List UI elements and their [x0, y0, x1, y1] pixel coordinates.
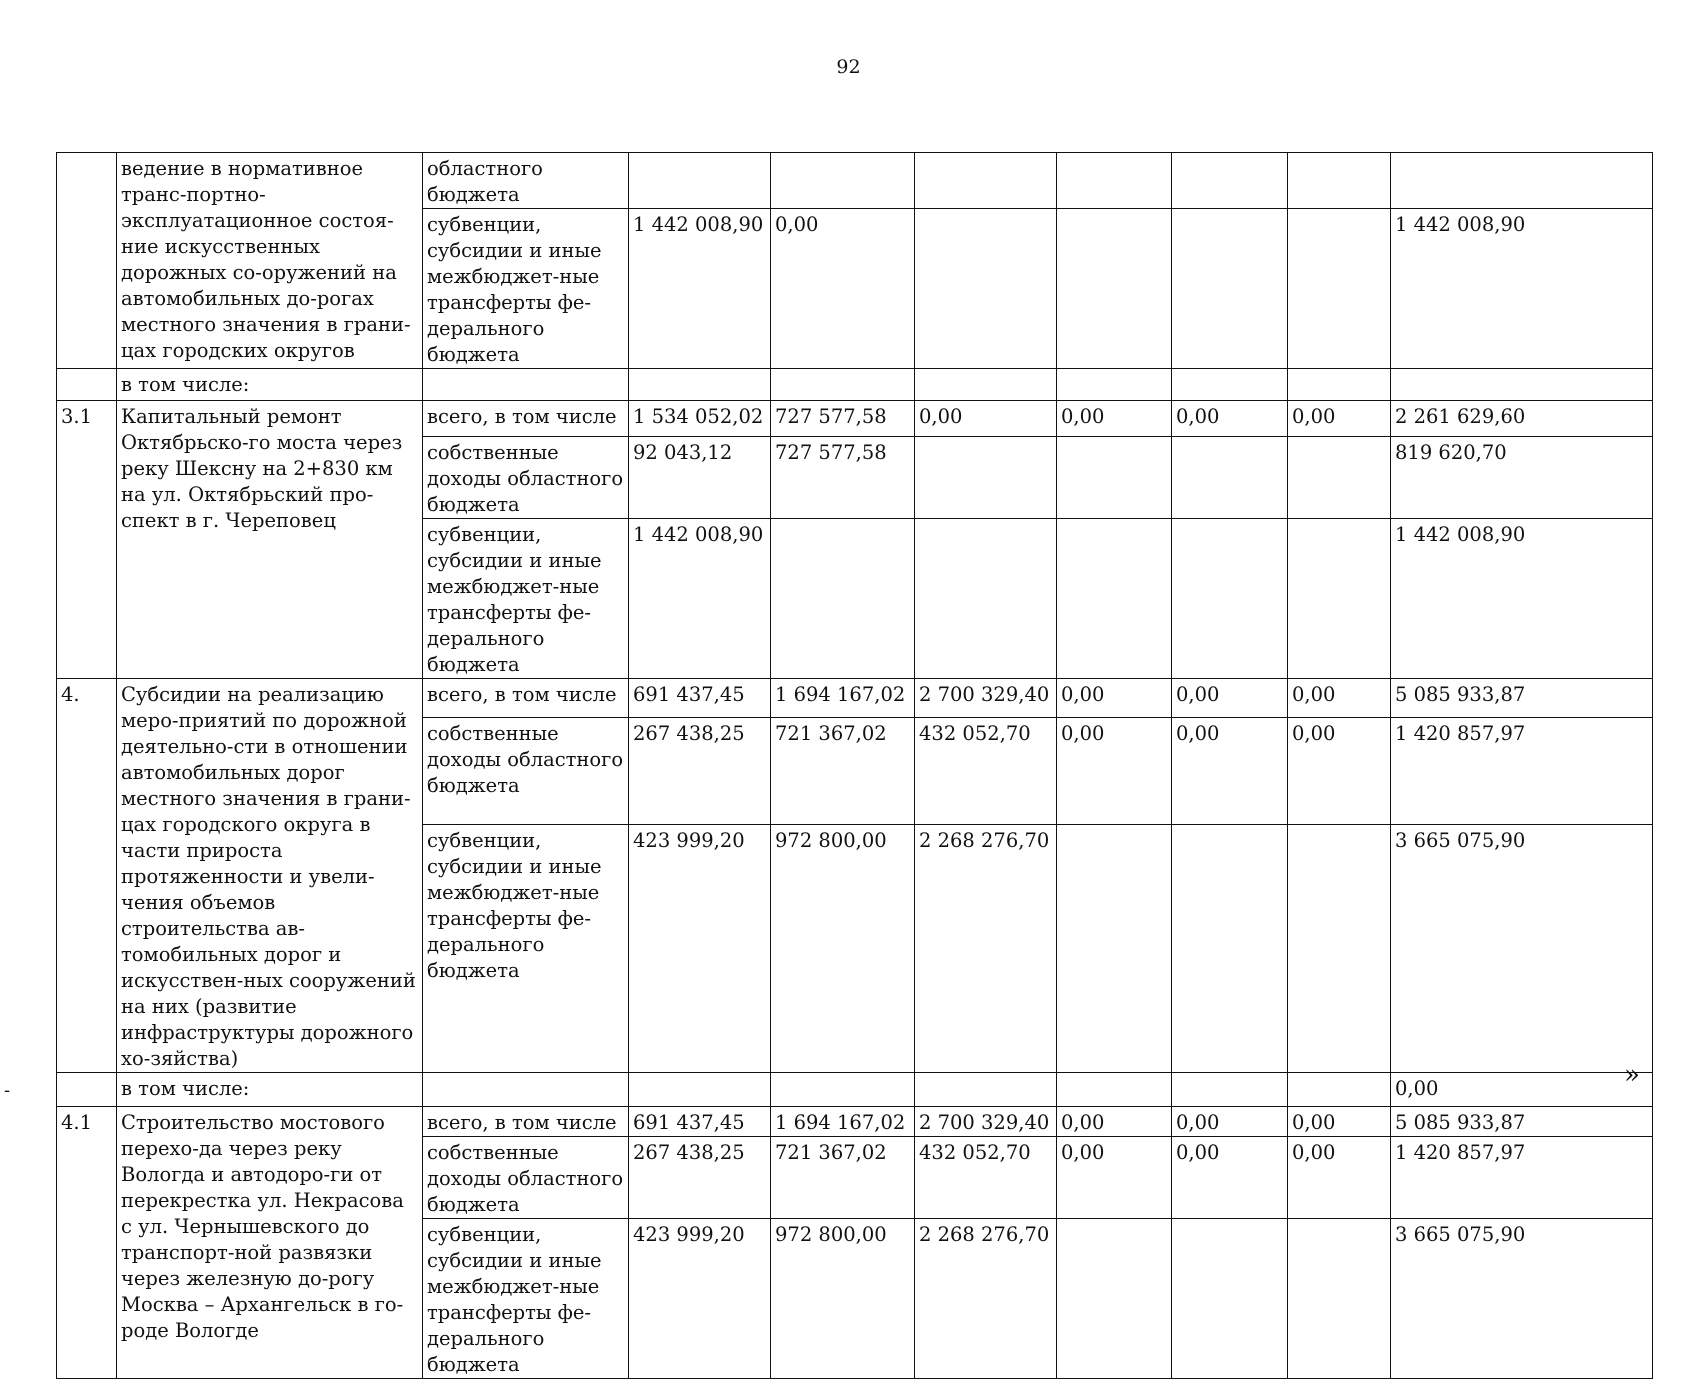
funding-source: собственные доходы областного бюджета	[423, 1137, 629, 1219]
item-name: Капитальный ремонт Октябрьско-го моста через реку Шексну на 2+830 км на ул. Октябрьский про-спект в г. Череповец	[117, 401, 423, 679]
year-amount	[1172, 437, 1288, 519]
total-amount	[1391, 369, 1653, 401]
budget-table-body	[57, 153, 1653, 1379]
year-amount: 0,00	[1288, 718, 1391, 825]
total-amount: 3 665 075,90	[1391, 1219, 1653, 1379]
funding-source: областного бюджета	[423, 153, 629, 209]
year-amount	[1288, 437, 1391, 519]
year-amount: 0,00	[1172, 1107, 1288, 1137]
year-amount: 0,00	[1172, 718, 1288, 825]
year-amount: 0,00	[1288, 1137, 1391, 1219]
year-amount	[1057, 1219, 1172, 1379]
year-amount: 0,00	[1288, 1107, 1391, 1137]
item-number: 4.	[57, 679, 117, 1073]
year-amount: 2 268 276,70	[915, 1219, 1057, 1379]
year-amount: 423 999,20	[629, 825, 771, 1073]
page-number: 92	[836, 56, 861, 78]
total-amount: 1 442 008,90	[1391, 519, 1653, 679]
total-amount	[1391, 153, 1653, 209]
total-amount: 1 420 857,97	[1391, 718, 1653, 825]
total-amount: 819 620,70	[1391, 437, 1653, 519]
year-amount: 267 438,25	[629, 718, 771, 825]
year-amount: 0,00	[1057, 1137, 1172, 1219]
total-amount: 5 085 933,87	[1391, 679, 1653, 718]
table-row	[57, 679, 1653, 718]
margin-mark: -	[4, 1080, 11, 1101]
funding-source: субвенции, субсидии и иные межбюджет-ные трансферты фе-дерального бюджета	[423, 209, 629, 369]
year-amount: 1 534 052,02	[629, 401, 771, 437]
year-amount	[1172, 825, 1288, 1073]
year-amount: 0,00	[1288, 401, 1391, 437]
year-amount: 1 694 167,02	[771, 1107, 915, 1137]
funding-source: всего, в том числе	[423, 679, 629, 718]
budget-table	[56, 152, 1653, 1379]
item-number: 3.1	[57, 401, 117, 679]
year-amount: 1 442 008,90	[629, 209, 771, 369]
item-name: ведение в нормативное транс-портно-эксплуатационное состоя-ние искусственных дорожных со-оружений на автомобильных до-рогах местного значения в грани-цах городских округов	[117, 153, 423, 369]
year-amount	[1172, 1073, 1288, 1107]
year-amount: 972 800,00	[771, 1219, 915, 1379]
item-name: Субсидии на реализацию меро-приятий по дорожной деятельно-сти в отношении автомобильных дорог местного значения в грани-цах городского округа в части прироста протяженности и увели-чения объемов строительства ав-томобильных дорог и искусствен-ных сооружений на них (развитие инфраструктуры дорожного хо-зяйства)	[117, 679, 423, 1073]
year-amount	[1057, 519, 1172, 679]
year-amount: 0,00	[1057, 1107, 1172, 1137]
year-amount	[771, 153, 915, 209]
year-amount: 0,00	[1172, 401, 1288, 437]
year-amount: 0,00	[1172, 1137, 1288, 1219]
year-amount: 2 700 329,40	[915, 1107, 1057, 1137]
funding-source: собственные доходы областного бюджета	[423, 718, 629, 825]
funding-source: субвенции, субсидии и иные межбюджет-ные трансферты фе-дерального бюджета	[423, 1219, 629, 1379]
year-amount: 972 800,00	[771, 825, 915, 1073]
item-number: 4.1	[57, 1107, 117, 1379]
year-amount	[1172, 153, 1288, 209]
year-amount	[915, 209, 1057, 369]
item-number	[57, 153, 117, 369]
funding-source: всего, в том числе	[423, 401, 629, 437]
table-row	[57, 153, 1653, 209]
funding-source: собственные доходы областного бюджета	[423, 437, 629, 519]
year-amount: 92 043,12	[629, 437, 771, 519]
item-name: в том числе:	[117, 369, 423, 401]
item-name: в том числе:	[117, 1073, 423, 1107]
total-amount: 3 665 075,90	[1391, 825, 1653, 1073]
funding-source	[423, 369, 629, 401]
year-amount: 2 268 276,70	[915, 825, 1057, 1073]
total-amount: 5 085 933,87	[1391, 1107, 1653, 1137]
year-amount	[1288, 209, 1391, 369]
year-amount	[1057, 1073, 1172, 1107]
year-amount	[1172, 1219, 1288, 1379]
year-amount: 267 438,25	[629, 1137, 771, 1219]
year-amount: 0,00	[915, 401, 1057, 437]
table-row	[57, 1073, 1653, 1107]
year-amount: 432 052,70	[915, 1137, 1057, 1219]
year-amount: 0,00	[1057, 401, 1172, 437]
year-amount	[1172, 209, 1288, 369]
year-amount: 691 437,45	[629, 679, 771, 718]
year-amount	[915, 1073, 1057, 1107]
total-amount: 0,00	[1391, 1073, 1653, 1107]
year-amount: 0,00	[771, 209, 915, 369]
year-amount: 0,00	[1288, 679, 1391, 718]
year-amount	[1288, 1073, 1391, 1107]
year-amount: 2 700 329,40	[915, 679, 1057, 718]
year-amount	[915, 369, 1057, 401]
year-amount: 432 052,70	[915, 718, 1057, 825]
total-amount: 1 420 857,97	[1391, 1137, 1653, 1219]
year-amount	[771, 369, 915, 401]
year-amount	[1057, 825, 1172, 1073]
item-number	[57, 369, 117, 401]
year-amount: 727 577,58	[771, 437, 915, 519]
closing-quote-mark: »	[1624, 1060, 1640, 1090]
year-amount	[771, 519, 915, 679]
item-number	[57, 1073, 117, 1107]
total-amount: 2 261 629,60	[1391, 401, 1653, 437]
year-amount	[1288, 1219, 1391, 1379]
year-amount	[915, 153, 1057, 209]
year-amount	[629, 153, 771, 209]
year-amount: 1 442 008,90	[629, 519, 771, 679]
funding-source: всего, в том числе	[423, 1107, 629, 1137]
total-amount: 1 442 008,90	[1391, 209, 1653, 369]
year-amount: 721 367,02	[771, 718, 915, 825]
funding-source	[423, 1073, 629, 1107]
year-amount: 1 694 167,02	[771, 679, 915, 718]
year-amount	[915, 519, 1057, 679]
item-name: Строительство мостового перехо-да через реку Вологда и автодоро-ги от перекрестка ул. Некрасова с ул. Чернышевского до транспорт-ной развязки через железную до-рогу Москва – Архангельск в го-роде Вологде	[117, 1107, 423, 1379]
year-amount	[1057, 437, 1172, 519]
year-amount: 0,00	[1172, 679, 1288, 718]
year-amount	[1288, 369, 1391, 401]
year-amount: 721 367,02	[771, 1137, 915, 1219]
year-amount: 691 437,45	[629, 1107, 771, 1137]
year-amount	[1288, 519, 1391, 679]
year-amount	[1172, 369, 1288, 401]
year-amount	[771, 1073, 915, 1107]
funding-source: субвенции, субсидии и иные межбюджет-ные трансферты фе-дерального бюджета	[423, 825, 629, 1073]
year-amount	[1172, 519, 1288, 679]
year-amount	[1057, 209, 1172, 369]
year-amount	[629, 1073, 771, 1107]
table-row	[57, 1107, 1653, 1137]
year-amount: 423 999,20	[629, 1219, 771, 1379]
year-amount	[1057, 153, 1172, 209]
year-amount	[1288, 825, 1391, 1073]
year-amount	[915, 437, 1057, 519]
year-amount: 0,00	[1057, 679, 1172, 718]
table-row	[57, 369, 1653, 401]
year-amount	[1057, 369, 1172, 401]
year-amount: 727 577,58	[771, 401, 915, 437]
year-amount	[1288, 153, 1391, 209]
year-amount: 0,00	[1057, 718, 1172, 825]
year-amount	[629, 369, 771, 401]
funding-source: субвенции, субсидии и иные межбюджет-ные трансферты фе-дерального бюджета	[423, 519, 629, 679]
table-row	[57, 401, 1653, 437]
